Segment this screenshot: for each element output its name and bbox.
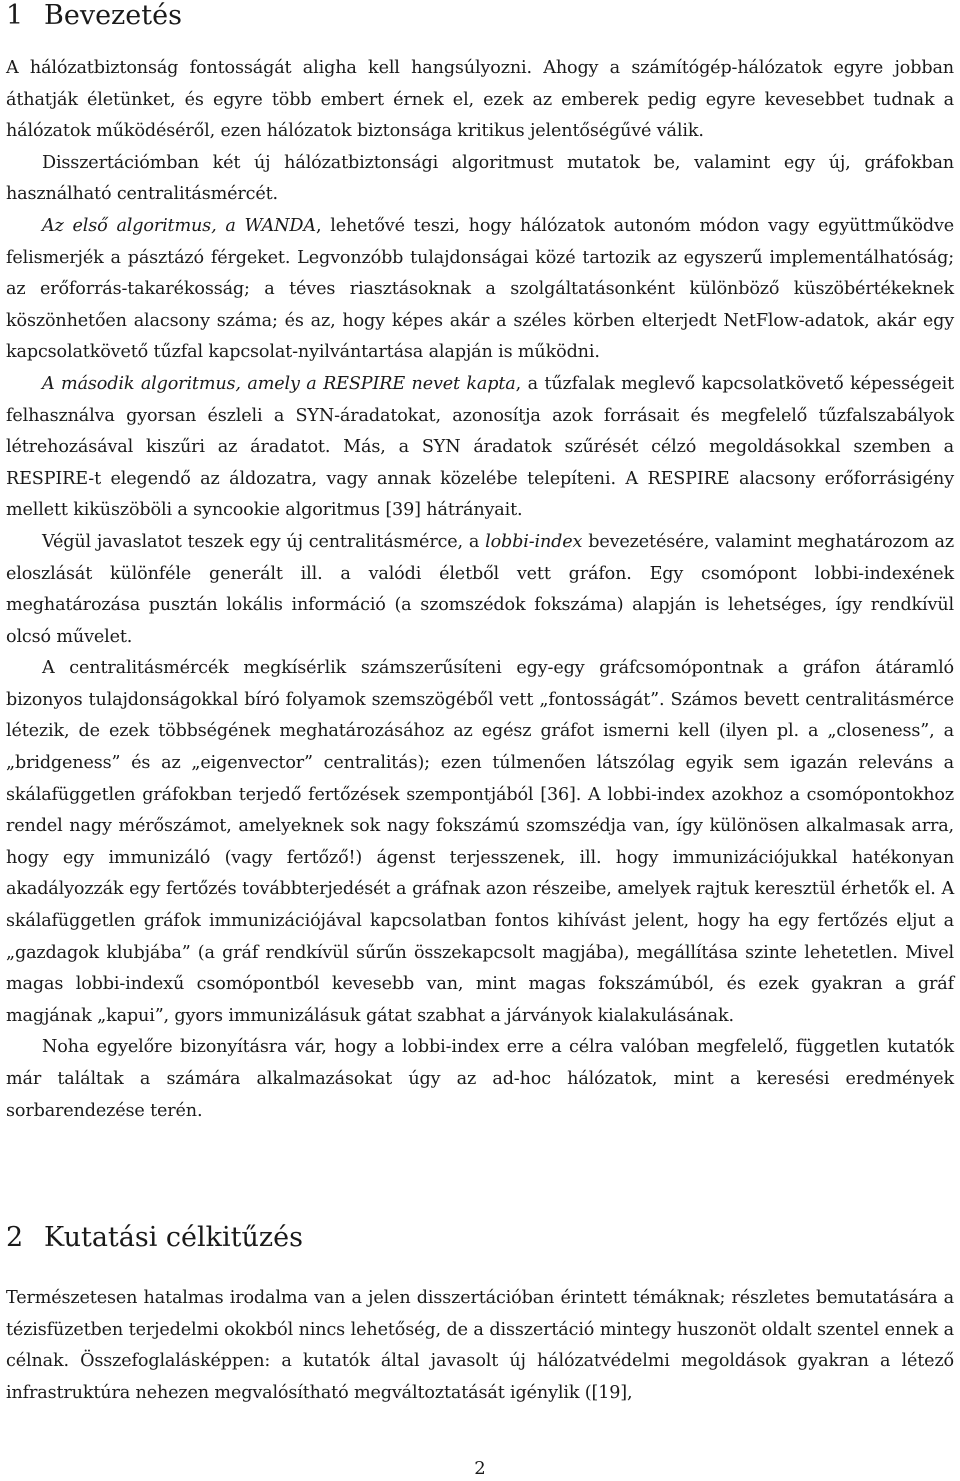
paragraph-text: , lehetővé teszi, hogy hálózatok autonóm módon vagy együttműködve felismerjék a pásztázó férgeket. Legvonzóbb tulajdonságai közé tartozik az egyszerű implementálhatóság; az erőforrás-takarékosság; a téves riasztásoknak a szolgáltatásonként különböző küszöbértékeknek köszönhetően alacsony száma; és az, hogy képes akár a széles körben elterjedt NetFlow-adatok, akár egy kapcsolatkövető tűzfal kapcsolat-nyilvántartása alapján is működni.	[6, 215, 955, 363]
section-number: 2	[6, 1222, 24, 1253]
emphasis-text: lobbi-index	[485, 531, 583, 552]
paragraph	[6, 527, 954, 653]
section-number: 1	[6, 0, 24, 31]
section-1-body	[6, 53, 954, 1127]
paragraph	[6, 369, 954, 527]
paragraph-text: bevezetésére, valamint meghatározom az eloszlását különféle generált ill. a valódi életből vett gráfon. Egy csomópont lobbi-indexének meghatározása pusztán lokális információ (a szomszédok fokszáma) alapján is lehetséges, így rendkívül olcsó művelet.	[6, 531, 954, 647]
section-title: Kutatási célkitűzés	[44, 1222, 303, 1253]
section-heading-1	[6, 0, 182, 32]
section-title: Bevezetés	[44, 0, 182, 31]
section-2-body	[6, 1283, 954, 1409]
paragraph-text: , a tűzfalak meglevő kapcsolatkövető képességeit felhasználva gyorsan észleli a SYN-áradatokat, azonosítja azok forrásait és megfelelő tűzfalszabályok létrehozásával kiszűri az áradatot. Más, a SYN áradatok szűrését célzó megoldásokkal szemben a RESPIRE-t elegendő az áldozatra, vagy annak közelébe telepíteni. A RESPIRE alacsony erőforrásigény mellett kiküszöböli a syncookie algoritmus [39] hátrányait.	[6, 373, 955, 521]
section-heading-2	[6, 1222, 303, 1254]
paragraph: A hálózatbiztonság fontosságát aligha kell hangsúlyozni. Ahogy a számítógép-hálózatok egyre jobban áthatják életünket, és egyre több embert érnek el, ezek az emberek pedig egyre kevesebbet tudnak a hálózatok működéséről, ezen hálózatok biztonsága kritikus jelentőségűvé válik.	[6, 58, 954, 142]
emphasis-text: Az első algoritmus, a WANDA	[42, 215, 316, 236]
paragraph-text: Végül javaslatot teszek egy új centralitásmérce, a	[42, 531, 486, 552]
paragraph: Noha egyelőre bizonyításra vár, hogy a lobbi-index erre a célra valóban megfelelő, független kutatók már találtak a számára alkalmazásokat úgy az ad-hoc hálózatok, mint a keresési eredmények sorbarendezése terén.	[6, 1037, 954, 1121]
paragraph	[6, 211, 954, 369]
emphasis-text: A második algoritmus, amely a RESPIRE nevet kapta	[42, 373, 516, 394]
paragraph: Disszertációmban két új hálózatbiztonsági algoritmust mutatok be, valamint egy új, gráfokban használható centralitásmércét.	[6, 152, 954, 205]
paragraph: Természetesen hatalmas irodalma van a jelen disszertációban érintett témáknak; részletes bemutatására a tézisfüzetben terjedelmi okokból nincs lehetőség, de a disszertáció mintegy huszonöt oldalt szentel ennek a célnak. Összefoglalásképpen: a kutatók által javasolt új hálózatvédelmi megoldások gyakran a létező infrastruktúra nehezen megvalósítható megváltoztatását igénylik ([19],	[6, 1288, 954, 1403]
paragraph: A centralitásmércék megkísérlik számszerűsíteni egy-egy gráfcsomópontnak a gráfon átáramló bizonyos tulajdonságokkal bíró folyamok szemszögéből vett „fontosságát”. Számos bevett centralitásmérce létezik, de ezek többségének meghatározásához az egész gráfot ismerni kell (ilyen pl. a „closeness”, a „bridgeness” és az „eigenvector” centralitás); ezen túlmenően látszólag egyik sem igazán releváns a skálafüggetlen gráfokban terjedő fertőzések szempontjából [36]. A lobbi-index azokhoz a csomópontokhoz rendel nagy mérőszámot, amelyeknek sok nagy fokszámú szomszédja van, így különösen alkalmasak arra, hogy egy immunizáló (vagy fertőző!) ágenst terjesszenek, ill. hogy immunizációjukkal hatékonyan akadályozzák egy fertőzés továbbterjedését a gráfnak azon részeibe, amelyek rajtuk keresztül érhetők el. A skálafüggetlen gráfok immunizációjával kapcsolatban fontos kihívást jelent, hogy ha egy fertőzés eljut a „gazdagok klubjába” (a gráf rendkívül sűrűn összekapcsolt magjába), megállítása szinte lehetetlen. Mivel magas lobbi-indexű csomópontból kevesebb van, mint magas fokszámúból, és ezek gyakran a gráf magjának „kapui”, gyors immunizálásuk gátat szabhat a járványok kialakulásának.	[6, 658, 954, 1026]
page-number: 2	[474, 1458, 486, 1479]
